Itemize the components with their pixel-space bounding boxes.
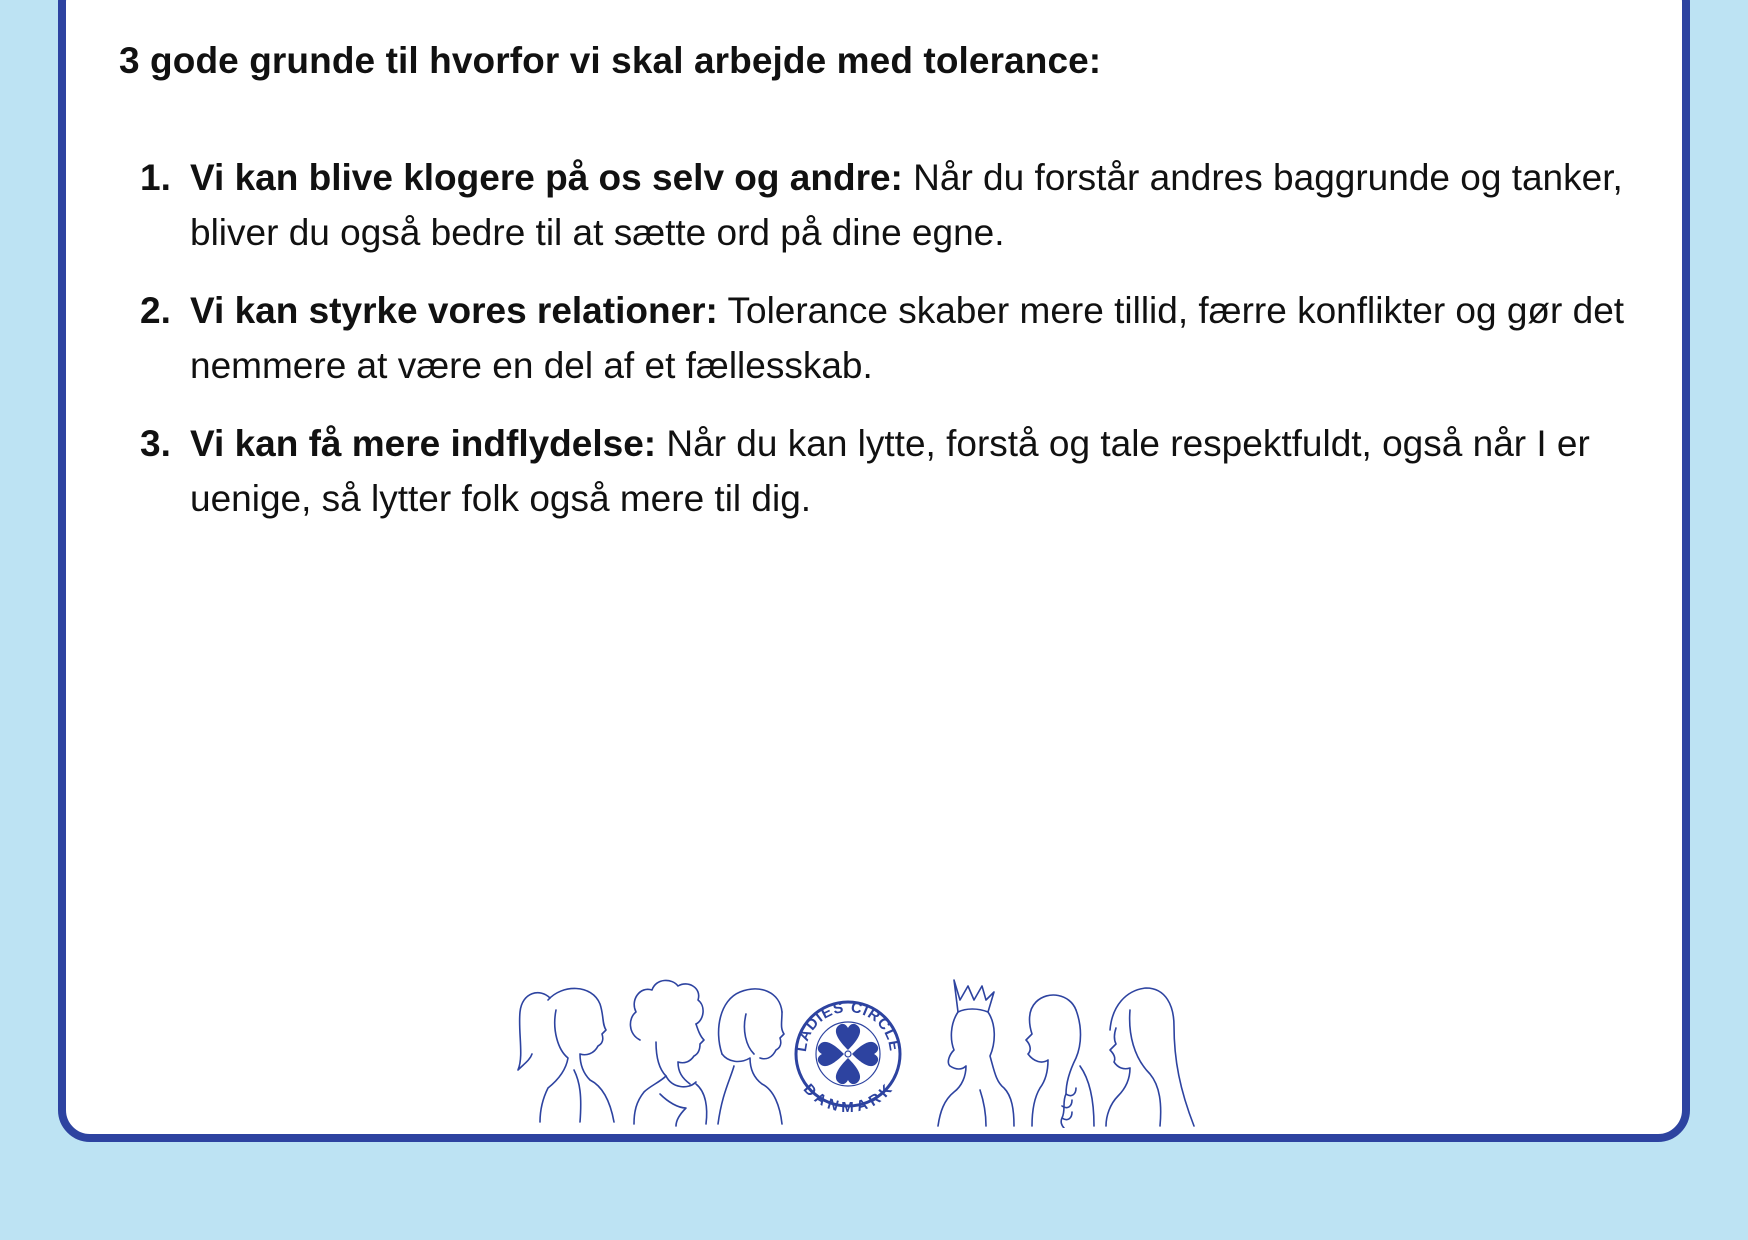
woman-crown-icon	[938, 980, 1014, 1126]
woman-long-hair-icon	[1106, 988, 1194, 1126]
reason-item-2	[140, 283, 1640, 393]
logo-text-top: LADIES CIRCLE	[792, 998, 904, 1053]
logo-text-bottom: DANMARK	[799, 1080, 897, 1116]
reason-text: Når du forstår andres baggrunde og tanker, bliver du også bedre til at sætte ord på dine egne.	[190, 157, 1623, 253]
reason-number: 2.	[140, 290, 171, 331]
reason-number: 3.	[140, 423, 171, 464]
reason-lead: Vi kan blive klogere på os selv og andre:	[190, 157, 903, 198]
reason-lead: Vi kan styrke vores relationer:	[190, 290, 718, 331]
women-silhouettes-illustration	[510, 970, 1240, 1128]
woman-ponytail-icon	[518, 988, 614, 1122]
woman-bob-hair-icon	[718, 989, 784, 1124]
reason-text: Tolerance skaber mere tillid, færre konflikter og gør det nemmere at være en del af et fællesskab.	[190, 290, 1625, 386]
reason-item-1	[140, 150, 1640, 260]
reason-lead: Vi kan få mere indflydelse:	[190, 423, 657, 464]
reasons-list	[140, 150, 1640, 549]
reason-number: 1.	[140, 157, 171, 198]
reason-item-3	[140, 416, 1640, 526]
ladies-circle-logo	[793, 999, 903, 1116]
reason-text: Når du kan lytte, forstå og tale respektfuldt, også når I er uenige, så lytter folk også mere til dig.	[190, 423, 1590, 519]
woman-braid-icon	[1026, 995, 1094, 1128]
page-heading: 3 gode grunde til hvorfor vi skal arbejde med tolerance:	[119, 40, 1102, 81]
woman-curly-hair-icon	[630, 980, 706, 1126]
